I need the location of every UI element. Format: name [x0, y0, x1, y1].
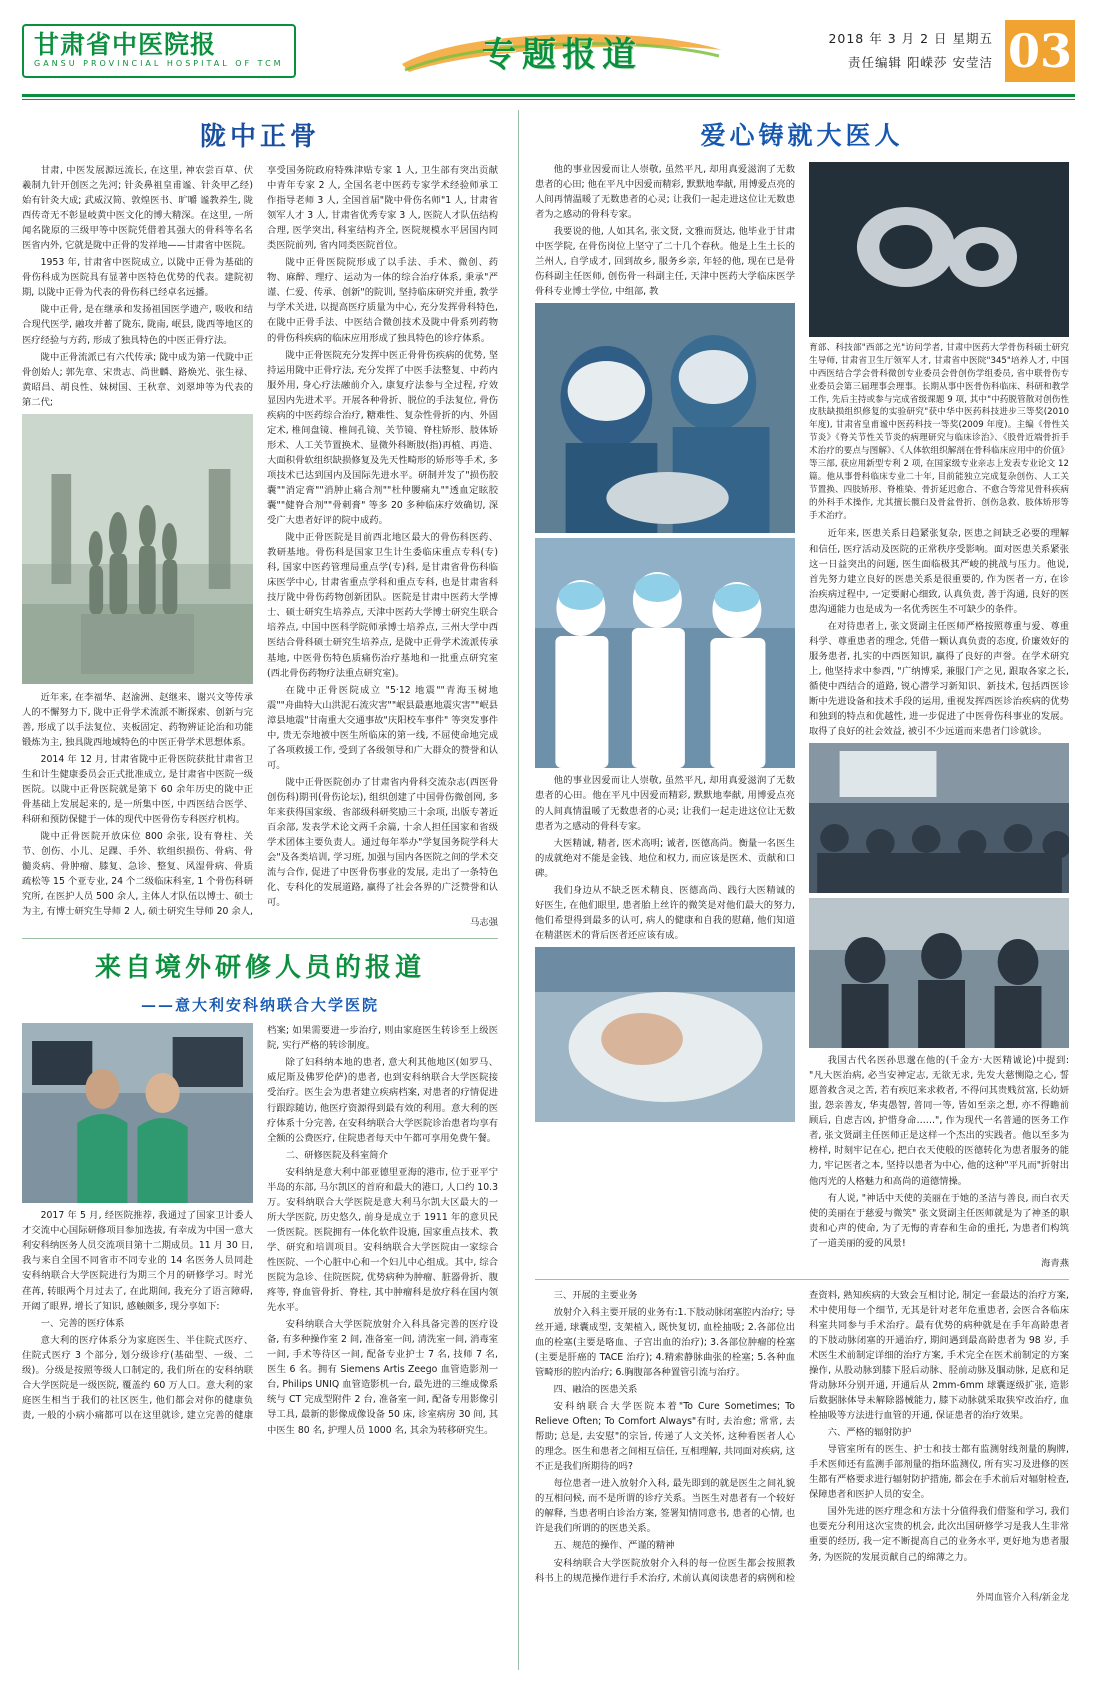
paragraph: 安科纳是意大利中部亚德里亚海的港市, 位于亚平宁半岛的东部, 马尔凯区的首府和最大的港口, 人口约 10.3 万。安科纳联合大学医院是意大利马尔凯大区最大的一所大学医院, 历史悠久, 前身是成立于 1911 年的意贝民一货医院。医院拥有一体化软件设施, 国家重点技术、教学、研究和培训项目。安科纳联合大学医院由一家综合性医院、一个心脏中心和一个妇儿中心组成。其中, 综合医院为急诊、住院医院, 优势病种为肿瘤、脏器骨折、腹疼等, 脊血管骨折、脊柱, 其中肿瘤科是放疗科在国内领先水平。	[267, 1166, 498, 1314]
paragraph: 二、研修医院及科室简介	[285, 1149, 388, 1161]
article-divider	[22, 938, 498, 939]
hand-surgery-photo	[535, 947, 795, 1122]
paragraph: 五、规范的操作、严谨的精神	[553, 1540, 675, 1552]
masthead-rule-thin	[22, 99, 1075, 100]
paragraph: 导管室所有的医生、护士和技士都有监测射线剂量的胸牌, 手术医师还有监测手部剂量的指环监测仪, 所有实习及进修的医生都有严格要求进行辐射防护措施, 都会在手术前后对辐射检查, 保障患者和医护人员的安全。	[809, 1444, 1069, 1501]
newspaper-logo-text: 甘肃省中医院报	[34, 30, 217, 59]
paragraph: 每位患者一进入放射介入科, 最先即到的就是医生之间礼貌的互相问候, 而不是所谓的诊疗关系。当医生对患者有一个较好的解释, 当患者明白诊治方案, 签署知情同意书, 患者的心情, 也许是我们所谓的的医患关系。	[535, 1478, 795, 1535]
paragraph: 除了妇科纳本地的患者, 意大利其他地区(如罗马、威尼斯及佛罗伦萨)的患者, 也到安科纳联合大学医院接受治疗。医生会为患者建立疾病档案, 对患者的疗情促进行跟踪随访, 他医疗资源得到最有效的利用。意大利的医疗体系十分完善, 在安科纳联合大学医院诊治患者均享有全额的公费医疗, 住院患者每天中午都可享用免费午餐。	[267, 1057, 498, 1144]
article2-mid-caption: 育部、科技部"西部之光"访问学者, 甘肃中医药大学骨伤科硕士研究生导师, 甘肃省卫生厅领军人才, 甘肃省中医院"345"培养人才, 中国中西医结合学会骨科微创专业委员会骨创伤学组委员, 省中联骨伤专业委员会第三届理事会理事。长期从事中医骨伤科临床、科研和教学工作, 先后主持或参与完成省级课题 9 项, 其中"中药脱管散对创伤性皮肤缺损组织修复的实验研究"获中华中医药科技进步三等奖(2010 年度), 甘肃省皇甫谧中医药科技一等奖(2009 年度)。主编《骨性关节炎》《脊关节性关节炎的病理研究与临床诊治》、《股骨近端骨折手术治疗的要点与图解》、《人体软组织解剖在骨科临床应用中的价值》等三部, 获应用新型专利 2 项, 在国家级专业亲志上发表专业论文 12 篇。他从事骨科临床专业二十年, 目前能独立完成复杂创伤、人工关节置换、四肢矫形、脊椎染、骨折延迟愈合、不愈合等常见骨科疾病的外科手术操作, 尤其擅长髋臼及骨盆骨折、创伤急救、肢体矫形等手术治疗。	[809, 343, 1069, 521]
paragraph: 1953 年, 甘肃省中医院成立, 以陇中正骨为基础的骨伤科成为医院具有显著中医特色优势的代表。建院初期, 以陇中正骨为代表的骨伤科已经卓名远播。	[22, 257, 253, 299]
article2-figure-top	[535, 303, 795, 533]
dateline	[828, 27, 993, 75]
masthead-rule-thick	[22, 94, 1075, 97]
pelvis-xray-illustration-icon	[809, 162, 1069, 337]
paragraph: 甘肃, 中医发展源远流长, 在这里, 神农尝百草、伏羲制九针开创医之先河; 针灸鼻祖皇甫谧、针灸甲乙经) 始有针灸大成; 武威汉简、敦煌医书、旷嚼 谧教养生, 陇西传奇无不彰显岐黄中医文化的博大精深。在这里, 一所闻名陇原的三级甲等中医院凭借着其强大的骨科等名名医省内外, 它就是陇中正骨的发祥地——甘肃省中医院。	[22, 165, 253, 252]
paragraph: 六、严格的辐射防护	[827, 1427, 912, 1439]
editor-line: 责任编辑 阳嵘莎 安莹洁	[848, 55, 993, 70]
page-number: 03	[1005, 20, 1075, 82]
paragraph: 安科纳联合大学医院放射介入科的每一位医生都会按照教科书上的规范操作进行手术治疗, 术前认真阅读患者的病例和检查资料, 熟知疾病的大致会互相讨论, 制定一套最达的治疗方案, 术中使用每一个细节, 无其是针对老年危重患者, 会医合各临床科室共同参与手术治疗。最有优势的病种就是在手年高龄患者的下肢动脉闭塞的开通治疗, 期间遇到最高龄患者为 98 岁, 手术医生术前制定详细的治疗方案, 手术完全在医术前制定的方案操作, 从股动脉到膝下胫后动脉、胫前动脉及腘动脉, 足底和足背动脉环分别开通, 开通后从 2mm-6mm 球囊逐级扩张, 造影后数据脉体导未解除器械能力, 膝下动脉就采取狭窄改治疗, 血栓抽吸等方法进行血管的开通, 保证患者的治疗效果。	[535, 1289, 1069, 1584]
paragraph: 他的事业因爱而让人崇敬, 虽然平凡, 却用真爱滋润了无数患者的心田; 他在平凡中因爱而精彩, 默默地奉献, 用博爱点亮的人间再情温暖了无数患者的心灵; 让我们一起走进这位让无数患者为之感动的骨科专家。	[535, 164, 795, 221]
paragraph: 我要说的他, 人如其名, 张文贤, 文雅而贤达, 他毕业于甘肃中医学院, 在骨伤岗位上坚守了二十几个春秋。他是上生土长的兰州人, 自学成才, 回到故乡, 服务乡亲, 年轻的他, 现在已是骨伤科副主任医师, 创伤骨一科副主任, 天津中医药大学临床医学骨科专业博士学位, 中组部, 教	[535, 226, 795, 298]
paragraph: 我国古代名医孙思邈在他的(千金方·大医精诚论)中提到: "凡大医治病, 必当安神定志, 无欲无求, 先发大慈恻隐之心, 誓愿普救含灵之苦, 若有疾厄来求救者, 不得问其贵贱贫富, 长幼妍蚩, 怨亲善友, 华夷愚智, 普同一等, 皆如至亲之想, 亦不得瞻前顾后, 自虑吉凶, 护惜身命……", 作为现代一名普通的医务工作者, 张文贤副主任医师正是这样一个杰出的实践者。他以至多为榜样, 时刻牢记在心, 把白衣天使般的医德转化为患者服务的能力, 牢记医者之本, 坚持以患者为中心, 他的这种"平凡而"折射出他丙光的人格魅力和高尚的道德情操。	[809, 1055, 1069, 1187]
paragraph: 一、完善的医疗体系	[40, 1317, 125, 1329]
surgery-illustration-icon	[535, 303, 795, 533]
section-title: 专题报道	[482, 34, 642, 75]
surgery-team-illustration-icon	[535, 538, 795, 768]
article-divider-2	[535, 1279, 1069, 1280]
newspaper-logo	[22, 24, 296, 78]
paragraph: 安科纳联合大学医院本着"To Cure Sometimes; To Relieve Often; To Comfort Always"有时, 去治愈; 常常, 去帮助; 总是, 去安慰"的宗旨, 传递了人文关怀, 这种看医者人心的理念。医生和患者之间相互信任, 互相理解, 共同面对疾病, 这不正是我们所期待的吗?	[535, 1401, 795, 1473]
paragraph: 陇中正骨医院充分发挥中医正骨骨伤疾病的优势, 坚持运用陇中正骨疗法, 充分发挥了中医手法整复、中药内服外用, 身心疗法融前介入, 康复疗法参与全过程, 疗效显因内先进术平。开展各种骨折、脱位的手法复位, 骨伤疾病的中医药综合治疗, 糖难性、复杂性骨折的内、外固定术, 椎间盘镜、椎间孔镜、关节镜、脊柱矫形、肢体矫形术、人工关节置换术、显微外科断肢(指)再植、再造、大面积骨软组织缺损修复及先天性畸形的矫形等手术, 多项技术已达到国内及国际先进水平。研制并发了"损伤胶囊""消定膏""消肿止痛合剂""杜仲腰痛丸""透血定眩胶囊""健脊合剂""骨刺膏" 等多 20 多种临床疗效确切, 深受广大患者好评的院中成药。	[267, 349, 498, 527]
right-column	[529, 110, 1069, 1670]
paragraph: 2014 年 12 月, 甘肃省陇中正骨医院获批甘肃省卫生和计生健康委员会正式批准成立, 是甘肃省中医院一级医院。以陇中正骨医院就是第下 60 余年历史的陇中正骨基础上发展起来的, 是一所集中医, 中西医结合医学、科研和预防保健于一体的现代中医骨伤专科医疗机构。	[22, 753, 253, 826]
article2-figure-lect	[809, 898, 1069, 1048]
paragraph: 四、融洽的医患关系	[553, 1384, 638, 1396]
paragraph: 意大利的医疗体系分为家庭医生、半住院式医疗、住院式医疗 3 个部分, 划分级诊疗(基础型、一级、二级)。分级是按照等级人口制定的, 我们所在的安科纳联合大学医院是一级医院, 覆盖约 60 万人口。意大利的家庭医生相当于我们的社区医生, 他们都会对你的健康负责, 一般的小病小痛都可以在这里就诊, 建立完善的健康档案; 如果需要进一步治疗, 则由家庭医生转诊至上级医院, 实行严格的转诊制度。	[22, 1025, 498, 1421]
statue-illustration-icon	[22, 414, 253, 684]
article2-figure-hall	[809, 743, 1069, 893]
paragraph: 2017 年 5 月, 经医院推荐, 我通过了国家卫计委人才交流中心国际研修项目参加选拔, 有幸成为中国一意大利安科纳医务人员交流项目第十二期成员。11 月 30 日, 我与来自全国不同省市不同专业的 14 名医务人员同赴安科纳联合大学医院进行为期三个月的研修学习。时光荏苒, 转眼两个月过去了, 在此期间, 我充分了语言障碍, 开阔了眼界, 增长了知识, 感触颇多, 现分享如下:	[22, 1210, 253, 1312]
paragraph: 陇中正骨流派已有六代传承; 陇中成为第一代陇中正骨创始人; 郭先章、宋贵志、尚世麟、路焕光、张生禄、黄昭昌、胡良性、妹树国、王秋章、刘翠坤等为代表的第二代;	[22, 351, 253, 408]
paragraph: 陇中正骨医院开放床位 800 余张, 设有脊柱、关节、创伤、小儿、足踝、手外、软组织损伤、骨病、骨髓炎病、骨肿瘤、膝复、急诊、整复、风湿骨病、骨质疏松等 15 个亚专业, 24 个二级临床科室, 1 个骨伤科研究所, 在医护人员 500 余人, 主体人才队伍以博士、硕士为主, 有博士研究生导师 2 人, 硕士研究生导师 20 余人, 享受国务院政府特殊津贴专家 1 人, 卫生部有突出贡献中青年专家 2 人, 全国名老中医药专家学术经验师承工作指导老师 3 人, 全国首届"陇中骨伤名师"1 人, 甘肃省领军人才 3 人, 甘肃省优秀专家 3 人, 医院人才队伍结构合理, 医学突出, 科室结构齐全, 医院规模水平居国内同类医院前列, 省内同类医院首位。	[22, 165, 498, 918]
paragraph: 大医精诚, 精者, 医术高明; 诚者, 医德高尚。衡量一名医生的成就绝对不能是金钱、地位和权力, 而应该是医术、贡献和口碑。	[535, 837, 795, 879]
award-ceremony-photo	[809, 898, 1069, 1048]
article1-text	[22, 163, 498, 928]
paragraph: 在对待患者上, 张文贤副主任医师严格按照尊重与爱、尊重科学、尊重患者的理念, 凭借一颗认真负责的态度, 价廉效好的服务患者, 扎实的中西医知识, 赢得了良好的声誉。在学术研究上, 他坚持求中参西, "广纳博采, 兼服门产之见, 跟取各家之长, 循使中西结合的道路, 锐心潜学习新知识、新技术, 包括西医诊断中先进设备和技术手段的运用, 重视发挥西医诊治疾病的优势和独到的特点和优越性, 进一步促进了中医骨伤科事业的发展。取得了良好的社会效益, 被引不少远道而来患者门诊就诊。	[809, 620, 1069, 738]
paragraph: 近年来, 在李福华、赵渝洲、赵继来、谢兴文等传承人的不懈努力下, 陇中正骨学术流派不断探索、创新与完善, 形成了以手法复位、夹板固定、药物辨证论治和功能锻炼为主, 独具陇西地域特色的中医正骨学术思想体系。	[22, 691, 253, 748]
article3-title: 来自境外研修人员的报道	[94, 953, 425, 984]
surgery-photo-1	[535, 303, 795, 533]
masthead-right	[828, 20, 1075, 82]
surgery-photo-2	[535, 538, 795, 768]
left-column	[22, 110, 508, 1670]
section-title-block	[296, 14, 829, 88]
article4-footer: 外周血管介入科/新金龙	[975, 1592, 1069, 1603]
paragraph: 安科纳联合大学医院放射介入科具备完善的医疗设备, 有多种操作室 2 间, 准备室一间, 清洗室一间, 消毒室一间, 手术等待区一间, 配备专业护士 7 名, 技师 7 名, 医生 6 名。拥有 Siemens Artis Zeego 血管造影剂一台, Philips UNIQ 血管造影机一台, 最先进的三维成像系统与 CT 完成型附件 2 台, 准备室一间, 配备专用影像引导工具, 最新的影像成像设备 50 床, 诊室病房 30 间, 其中医生 80 名, 护理人员 1000 名, 其余为转移研究生。	[267, 1319, 498, 1436]
article2-figure-xray	[809, 162, 1069, 522]
article3-text	[22, 1023, 498, 1437]
article2-title: 爱心铸就大医人	[700, 121, 904, 150]
article1-statue-figure	[22, 414, 253, 684]
two-people-illustration-icon	[22, 1023, 253, 1203]
newspaper-logo-subtext: GANSU PROVINCIAL HOSPITAL OF TCM	[34, 59, 284, 68]
column-divider	[518, 110, 519, 1670]
paragraph: 我们身边从不缺乏医术精良、医德高尚、践行大医精诚的好医生, 在他们眼里, 患者胎上丝许的微笑是对他们最大的努力, 他们希望得到最多的认可, 病人的健康和自我的慰藉, 他们知道在精湛医术的背后医者还应该有成。	[535, 884, 795, 941]
paragraph: 放射介入科主要开展的业务有:1.下肢动脉闭塞腔内治疗; 导丝开通, 球囊成型, 支架植入, 既快复切, 血栓抽吸; 2.各部位出血的栓塞(主要是咯血、子宫出血的治疗); 3.各部位肿瘤的栓塞(主要是肝癌的 TACE 治疗); 4.精索静脉曲张的栓塞; 5.各种血管畸形的腔内治疗; 6.胸腹部各种置管引流与治疗。	[535, 1306, 795, 1378]
article2-figure-top2	[535, 538, 795, 768]
lecture-hall-photo	[809, 743, 1069, 893]
researchers-photo	[22, 1023, 253, 1203]
paragraph: 陇中正骨医院是目前西北地区最大的骨伤科医药、教研基地。骨伤科是国家卫生计生委临床重点专科(专)科, 国家中医药管理局重点学(专)科, 是甘肃省骨伤科临床医学中心, 甘肃省重点学科和重点专科, 也是甘肃省科技厅陇中骨伤药物创新团队。医院是甘肃中医药大学博士、硕士研究生培养点, 天津中医药大学博士研究生联合培养点, 中国中医科学院师承博士培养点, 三州大学中西医结合骨科硕士研究生培养点, 是陇中正骨学术流派传承基地, 中医骨伤特色质痛伤治疗基地和一批重点研究室(西北骨伤药物疗法重点研究室)。	[267, 532, 498, 679]
hands-illustration-icon	[535, 947, 795, 1122]
article2-signature: 海青燕	[1041, 1257, 1069, 1269]
article3-figure	[22, 1023, 253, 1203]
paragraph: 陇中正骨医院院形成了以手法、手术、微创、药物、麻醉、理疗、运动为一体的综合治疗体系, 秉承"严谨、仁爱、传承、创新"的院训, 坚持临床研究并重, 教学与学术关进, 以提高医疗质量为中心, 充分发挥骨科特色, 在陇中正骨手法、中医结合微创技术及陇中骨系列药物的骨伤科疾病的临床应用形成了独具特色的诊疗体系。	[267, 257, 498, 344]
article2-figure-mid	[535, 947, 795, 1122]
paragraph: 在陇中正骨医院成立 "5·12 地震""青海玉树地震""舟曲特大山洪泥石流灾害""岷县最惠地震灾害""岷县漳县地震"甘南重大交通事故"庆阳校车事件" 等突发事件中, 贵无奈地被中医生所临床的第一线, 不屈使命地完成了各项救援工作, 受到了各级领导和广大群众的赞誉和认可。	[267, 684, 498, 771]
paragraph: 有人说, "神话中天使的美丽在于她的圣洁与善良, 而白衣天使的美丽在于慈爱与微笑" 张文贤副主任医师就是为了神圣的职责和心声的使命, 为了无悔的青春和生命的重托, 为患者们构筑了一道美丽的爱的风景!	[809, 1192, 1069, 1249]
body-area	[22, 110, 1075, 1670]
paragraph: 近年来, 医患关系日趋紧张复杂, 医患之间缺乏必要的理解和信任, 医疗活动及医院的正常秩序受影响。面对医患关系紧张这一日益突出的问题, 医生面临极其严峻的挑战与压力。他说, 首先努力建立良好的医患关系是很重要的, 作为医者一方, 在诊治疾病过程中, 一定要耐心细致, 认真负责, 善于沟通, 良好的医患沟通能力也是成为一名优秀医生不可缺少的条件。	[809, 528, 1069, 615]
article2-text	[535, 162, 1069, 1269]
article4-text	[535, 1288, 1069, 1586]
paragraph: 三、开展的主要业务	[553, 1289, 638, 1301]
issue-date: 2018 年 3 月 2 日 星期五	[828, 31, 993, 47]
article1-signature: 马志强	[470, 917, 498, 929]
article3-subtitle: ——意大利安科纳联合大学医院	[140, 996, 379, 1015]
xray-photo	[809, 162, 1069, 337]
paragraph: 陇中正骨医院创办了甘肃省内骨科交流杂志(西医骨创伤科)期刊(骨伤论坛), 组织创建了中国骨伤微创网, 多年来获得国家级、省部级科研奖励三十余项, 出版专著近百余部, 发表学术论文两千余篇, 十余人担任国家和省级学术团体主要负责人。通过每年举办"学复国务院学科大会"及各类培训, 学习班, 加强与国内各医院之间的学术交流与合作, 促进了中医骨伤事业的发展, 走出了一条特色化、专科化的发展道路, 赢得了社会各界的广泛赞誉和认可。	[267, 776, 498, 909]
masthead	[22, 14, 1075, 88]
statue-photo	[22, 414, 253, 684]
paragraph: 国外先进的医疗理念和方法十分值得我们借鉴和学习, 我们也要充分利用这次宝贵的机会, 此次出国研修学习是我人生非常重要的经历, 我一定不断提高自己的业务水平, 更好地为患者服务, 为医院的发展贡献自己的绵薄之力。	[809, 1506, 1069, 1563]
article1-title: 陇中正骨	[199, 122, 320, 152]
ceremony-illustration-icon	[809, 898, 1069, 1048]
paragraph: 他的事业因爱而让人崇敬, 虽然平凡, 却用真爱滋润了无数患者的心田。他在平凡中因爱而精彩, 默默地奉献, 用博爱点亮的人间真情温暖了无数患者的心灵; 让我们一起走进这位让无数患者为之感动的骨科专家。	[535, 775, 795, 832]
audience-illustration-icon	[809, 743, 1069, 893]
paragraph: 陇中正骨, 是在继承和发扬祖国医学遗产, 吸收和结合现代医学, 融攻并蓄了陇东, 陇南, 岷县, 陇西等地区的医疗经验与方药, 形成了独具特色的中医正骨疗法。	[22, 304, 253, 346]
